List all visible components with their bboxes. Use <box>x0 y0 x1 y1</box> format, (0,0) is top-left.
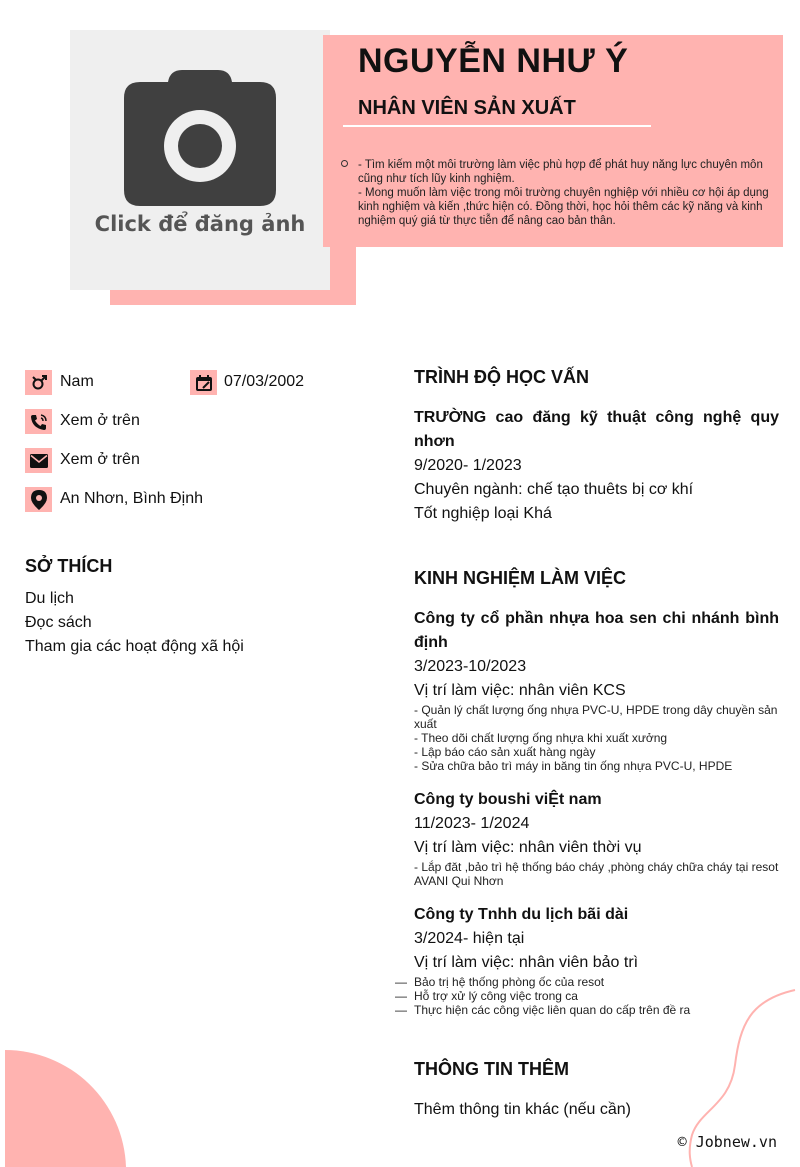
calendar-icon <box>190 370 217 395</box>
job-detail: - Sửa chữa bảo trì máy in băng tin ống nhựa PVC-U, HPDE <box>414 759 733 773</box>
education-title: TRÌNH ĐỘ HỌC VẤN <box>414 367 589 387</box>
job-period: 3/2023-10/2023 <box>414 658 527 675</box>
education-grade: Tốt nghiệp loại Khá <box>414 505 552 522</box>
job-title: NHÂN VIÊN SẢN XUẤT <box>358 97 576 119</box>
extra-info-text: Thêm thông tin khác (nếu cần) <box>414 1101 632 1118</box>
career-objective <box>358 158 773 228</box>
birthday-value: 07/03/2002 <box>224 373 305 390</box>
gender-icon <box>25 370 52 395</box>
objective-line: - Tìm kiếm một môi trường làm việc phù hợp để phát huy năng lực chuyên môn cũng như tích lũy kinh nghiệm. <box>358 159 763 185</box>
job-detail: — Hỗ trợ xử lý công việc trong ca <box>395 989 578 1003</box>
education-period: 9/2020- 1/2023 <box>414 457 522 474</box>
hobbies-title: SỞ THÍCH <box>25 556 113 576</box>
extra-info-title: THÔNG TIN THÊM <box>414 1059 569 1079</box>
hobbies-list <box>25 587 244 659</box>
dash-bullet-icon: — <box>395 989 407 1003</box>
job-period: 11/2023- 1/2024 <box>414 815 530 832</box>
job-position: Vị trí làm việc: nhân viên KCS <box>414 682 626 699</box>
company-name: Công ty Tnhh du lịch bãi dài <box>414 906 629 923</box>
brand-watermark: © Jobnew.vn <box>677 1133 777 1151</box>
school-name: TRƯỜNG cao đăng kỹ thuật công nghệ quy nhơn <box>414 409 779 450</box>
job-entry <box>395 903 779 1017</box>
phone-icon <box>25 409 52 434</box>
bullet-icon <box>341 160 348 167</box>
job-detail: - Lắp đăt ,bảo trì hệ thống báo cháy ,phòng cháy chữa cháy tại resot AVANI Qui Nhơn <box>414 860 779 888</box>
camera-icon <box>120 68 280 208</box>
envelope-icon <box>25 448 52 473</box>
dash-bullet-icon: — <box>395 975 407 989</box>
profile-photo-upload[interactable] <box>70 30 330 290</box>
gender-value: Nam <box>60 373 94 390</box>
job-detail: — Bảo trị hệ thống phòng ốc của resot <box>395 975 605 989</box>
job-detail: — Thực hiện các công việc liên quan do cấp trên đề ra <box>395 1003 691 1017</box>
phone-value: Xem ở trên <box>60 412 140 429</box>
dash-bullet-icon: — <box>395 1003 407 1017</box>
upload-photo-label: Click để đăng ảnh <box>94 212 306 236</box>
company-name: Công ty cổ phần nhựa hoa sen chi nhánh bình định <box>414 610 779 651</box>
job-period: 3/2024- hiện tại <box>414 930 525 947</box>
title-underline <box>343 125 651 127</box>
job-detail: - Quản lý chất lượng ống nhựa PVC-U, HPDE trong dây chuyền sản xuất <box>414 703 778 731</box>
job-detail: - Theo dõi chất lượng ống nhựa khi xuất xưởng <box>414 731 668 745</box>
corner-quarter-circle <box>0 1045 130 1167</box>
education-section <box>414 406 779 526</box>
job-position: Vị trí làm việc: nhân viên thời vụ <box>414 839 642 856</box>
education-major: Chuyên ngành: chế tạo thuêts bị cơ khí <box>414 481 694 498</box>
job-entry <box>414 788 779 888</box>
email-value: Xem ở trên <box>60 451 140 468</box>
list-item: Tham gia các hoạt động xã hội <box>25 638 244 655</box>
address-value: An Nhơn, Bình Định <box>60 490 204 507</box>
company-name: Công ty boushi viỆt nam <box>414 791 602 808</box>
experience-title: KINH NGHIỆM LÀM VIỆC <box>414 568 627 588</box>
job-position: Vị trí làm việc: nhân viên bảo trì <box>414 954 639 971</box>
location-pin-icon <box>25 487 52 512</box>
candidate-name: NGUYỄN NHƯ Ý <box>358 42 629 80</box>
list-item: Du lịch <box>25 590 74 607</box>
objective-line: - Mong muốn làm việc trong môi trường chuyên nghiệp với nhiều cơ hội áp dụng kinh nghiệm và kiến ,thức hiện có. Đồng thời, học hỏi thêm các kỹ năng và kinh nghiệm quý giá từ thực tiễn để nâng cao bản thân. <box>358 187 769 227</box>
job-entry <box>414 607 779 773</box>
job-detail: - Lập báo cáo sản xuất hàng ngày <box>414 745 596 759</box>
list-item: Đọc sách <box>25 614 92 631</box>
